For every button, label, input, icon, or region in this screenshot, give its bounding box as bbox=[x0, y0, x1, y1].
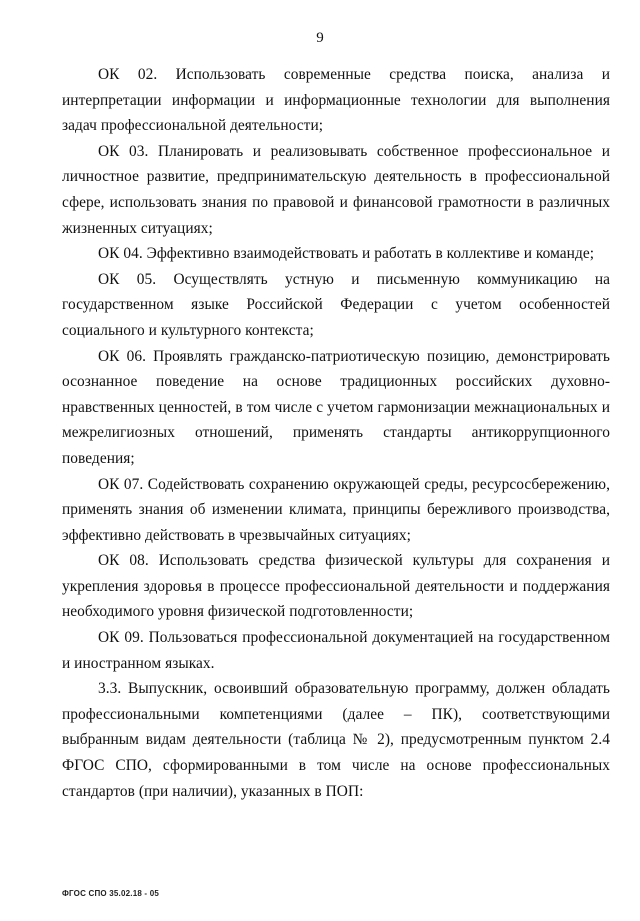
document-footer-code: ФГОС СПО 35.02.18 - 05 bbox=[62, 889, 160, 898]
competency-ok02: ОК 02. Использовать современные средства поиска, анализа и интерпретации информации и информационные технологии для выполнения задач профессиональной деятельности; bbox=[62, 66, 610, 135]
competency-ok06: ОК 06. Проявлять гражданско-патриотическую позицию, демонстрировать осознанное поведение на основе традиционных российских духовно-нравственных ценностей, в том числе с учетом гармонизации межнациональных и межрелигиозных отношений, применять стандарты антикоррупционного поведения; bbox=[62, 347, 610, 467]
section-3-3-paragraph: 3.3. Выпускник, освоивший образовательную программу, должен обладать профессиональными компетенциями (далее – ПК), соответствующими выбранным видам деятельности (таблица № 2), предусмотренным пунктом 2.4 ФГОС СПО, сформированными в том числе на основе профессиональных стандартов (при наличии), указанных в ПОП: bbox=[62, 680, 610, 800]
competency-ok08: ОК 08. Использовать средства физической культуры для сохранения и укрепления здоровья в процессе профессиональной деятельности и поддержания необходимого уровня физической подготовленности; bbox=[62, 552, 610, 621]
competency-ok03: ОК 03. Планировать и реализовывать собственное профессиональное и личностное развитие, предпринимательскую деятельность в профессиональной сфере, использовать знания по правовой и финансовой грамотности в различных жизненных ситуациях; bbox=[62, 142, 610, 237]
competency-ok07: ОК 07. Содействовать сохранению окружающей среды, ресурсосбережению, применять знания об изменении климата, принципы бережливого производства, эффективно действовать в чрезвычайных ситуациях; bbox=[62, 475, 610, 544]
competency-ok04: ОК 04. Эффективно взаимодействовать и работать в коллективе и команде; bbox=[98, 245, 595, 263]
competency-ok05: ОК 05. Осуществлять устную и письменную коммуникацию на государственном языке Российской Федерации с учетом особенностей социального и культурного контекста; bbox=[62, 270, 610, 339]
page-number: 9 bbox=[316, 30, 324, 46]
document-body bbox=[62, 62, 610, 804]
competency-ok09: ОК 09. Пользоваться профессиональной документацией на государственном и иностранном языках. bbox=[62, 629, 610, 672]
